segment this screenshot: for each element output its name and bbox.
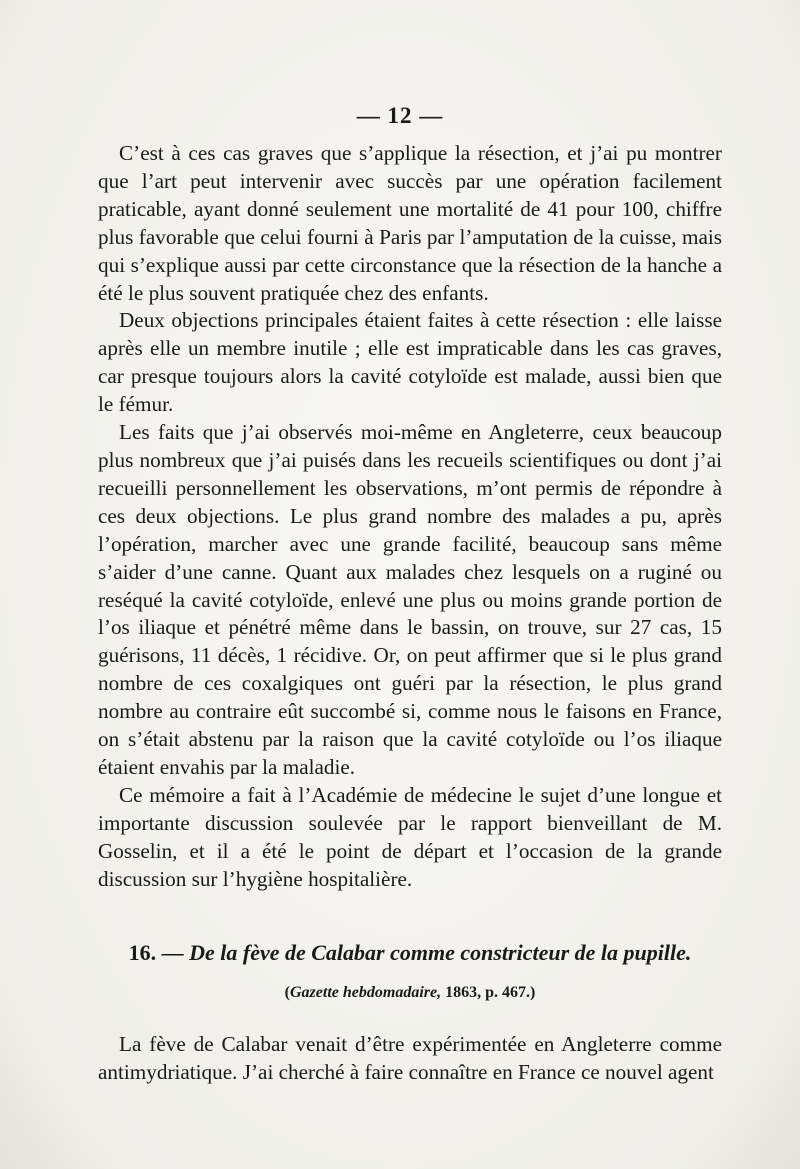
body-text (98, 140, 722, 893)
article-title: De la fève de Calabar comme constricteur de la pupille. (189, 940, 692, 965)
paragraph-resection: C’est à ces cas graves que s’applique la résection, et j’ai pu montrer que l’art peut intervenir avec succès par une opération facilement praticable, ayant donné seulement une mortalité de 41 pour 100, chiffre plus favorable que celui fourni à Paris par l’amputation de la cuisse, mais qui s’explique aussi par cette circonstance que la résection de la hanche a été le plus souvent pratiquée chez des enfants. (98, 141, 722, 305)
article-citation (98, 984, 722, 1002)
article-intro: La fève de Calabar venait d’être expérimentée en Angleterre comme antimydriatique. J’ai cherché à faire connaître en France ce nouvel agent (98, 1032, 722, 1084)
article-number: 16. — (128, 940, 184, 965)
citation-details: 1863, p. 467.) (441, 984, 536, 1001)
citation-journal: Gazette hebdomadaire, (290, 984, 442, 1001)
citation-open: ( (284, 984, 290, 1001)
page-number: — 12 — (356, 103, 444, 128)
paragraph-facts: Les faits que j’ai observés moi-même en Angleterre, ceux beaucoup plus nombreux que j’ai puisés dans les recueils scientifiques ou dont j’ai recueilli personnellement les observations, m’ont permis de répondre à ces deux objections. Le plus grand nombre des malades a pu, après l’opération, marcher avec une grande facilité, beaucoup sans même s’aider d’une canne. Quant aux malades chez lesquels on a ruginé ou reséqué la cavité cotyloïde, enlevé une plus ou moins grande portion de l’os iliaque et pénétré même dans le bassin, on trouve, sur 27 cas, 15 guérisons, 11 décès, 1 récidive. Or, on peut affirmer que si le plus grand nombre de ces coxalgiques ont guéri par la résection, le plus grand nombre au contraire eût succombé si, comme nous le faisons en France, on s’était abstenu par la raison que la cavité cotyloïde ou l’os iliaque étaient envahis par la maladie. (98, 420, 722, 779)
paragraph-memoir: Ce mémoire a fait à l’Académie de médecine le sujet d’une longue et importante discussion soulevée par le rapport bienveillant de M. Gosselin, et il a été le point de départ et l’occasion de la grande discussion sur l’hygiène hospitalière. (98, 782, 722, 891)
article-heading (98, 939, 722, 967)
paragraph-objections: Deux objections principales étaient faites à cette résection : elle laisse après elle un membre inutile ; elle est impraticable dans les cas graves, car presque toujours alors la cavité cotyloïde est malade, aussi bien que le fémur. (98, 308, 722, 417)
